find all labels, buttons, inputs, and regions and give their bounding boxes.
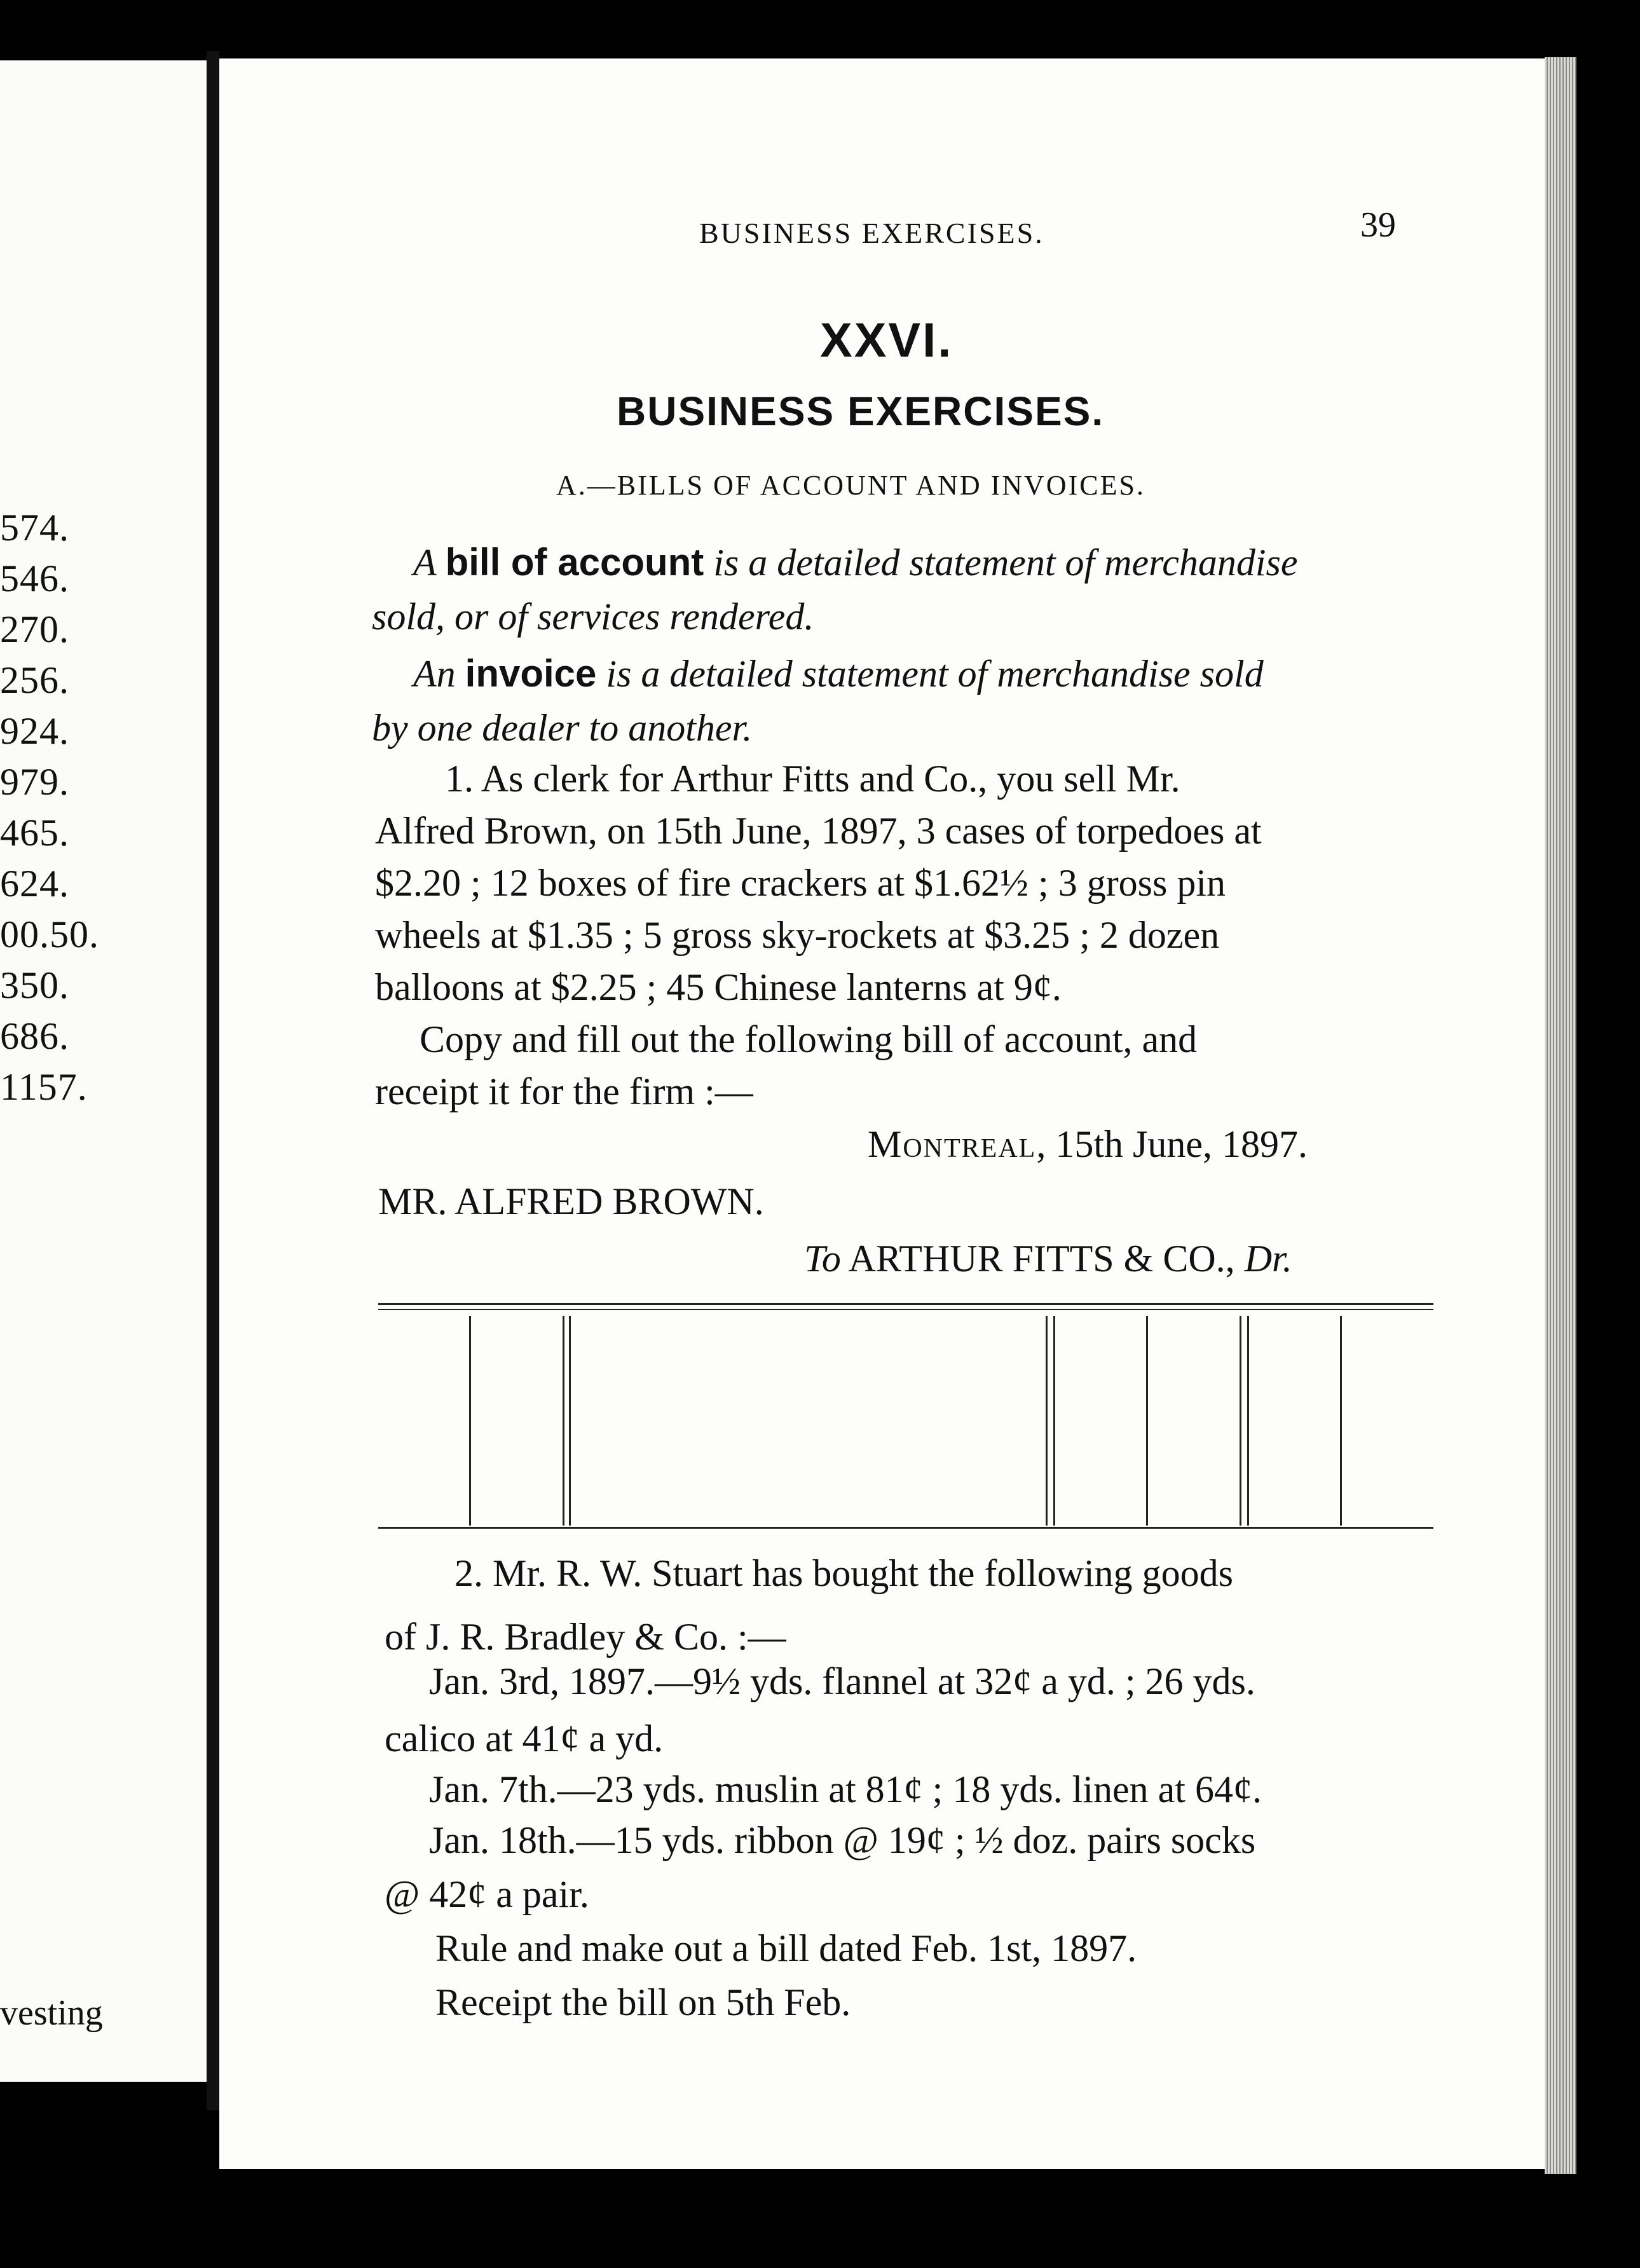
bill-form-column-rule	[1046, 1316, 1048, 1526]
exercise1-line: Alfred Brown, on 15th June, 1897, 3 cases of torpedoes at	[375, 810, 1262, 852]
left-page-number: 270.	[0, 608, 69, 650]
bill-place: Montreal	[868, 1123, 1037, 1165]
left-page-number: 465.	[0, 812, 69, 854]
bill-form-column-rule	[563, 1316, 564, 1526]
bill-form	[378, 1303, 1433, 1538]
exercise1-line: receipt it for the firm :—	[375, 1070, 753, 1112]
exercise1-line: wheels at $1.35 ; 5 gross sky-rockets at $3.25 ; 2 dozen	[375, 914, 1220, 956]
chapter-number: XXVI.	[820, 313, 953, 367]
left-page	[0, 60, 207, 2082]
bill-form-top-rule	[378, 1303, 1433, 1305]
bill-form-column-rule	[1240, 1316, 1241, 1526]
exercise2-line: of J. R. Bradley & Co. :—	[385, 1616, 786, 1658]
exercise1-line: Copy and fill out the following bill of account, and	[420, 1018, 1198, 1060]
exercise2-line: Jan. 7th.—23 yds. muslin at 81¢ ; 18 yds. linen at 64¢.	[429, 1768, 1262, 1810]
left-page-number: 546.	[0, 557, 69, 599]
running-head: BUSINESS EXERCISES.	[699, 217, 1044, 249]
left-page-number: 979.	[0, 761, 69, 803]
bill-form-column-rule	[569, 1316, 571, 1526]
chapter-title: BUSINESS EXERCISES.	[617, 388, 1105, 434]
bill-date: , 15th June, 1897.	[1036, 1123, 1308, 1165]
term-bill-of-account: bill of account	[445, 541, 704, 584]
book-gutter	[207, 51, 219, 2110]
definition-prefix: A	[413, 542, 446, 584]
exercise1-line: balloons at $2.25 ; 45 Chinese lanterns at 9¢.	[375, 966, 1062, 1008]
left-page-number: 924.	[0, 710, 69, 752]
left-page-number: 256.	[0, 659, 69, 701]
bill-form-column-rule	[1340, 1316, 1342, 1526]
bill-form-column-rule	[1146, 1316, 1148, 1526]
definition-bill	[413, 540, 1298, 585]
page-number: 39	[1360, 205, 1396, 245]
exercise2-line: Jan. 3rd, 1897.—9½ yds. flannel at 32¢ a yd. ; 26 yds.	[429, 1660, 1255, 1702]
bill-form-column-rule	[1247, 1316, 1249, 1526]
exercise1-line: $2.20 ; 12 boxes of fire crackers at $1.62½ ; 3 gross pin	[375, 862, 1226, 904]
bill-form-column-rule	[1053, 1316, 1055, 1526]
definition-bill-cont: sold, or of services rendered.	[372, 596, 814, 638]
bill-seller-prefix: To	[804, 1238, 841, 1280]
term-invoice: invoice	[465, 652, 597, 695]
left-page-fragment: vesting	[0, 1993, 103, 2033]
bill-seller-name: ARTHUR FITTS & CO.,	[840, 1238, 1245, 1280]
left-page-number: 00.50.	[0, 913, 99, 955]
left-page-number: 1157.	[0, 1066, 88, 1108]
bill-seller-suffix: Dr.	[1244, 1238, 1292, 1280]
exercise2-line: Receipt the bill on 5th Feb.	[435, 1981, 851, 2023]
bill-dateline	[868, 1122, 1308, 1166]
exercise2-line: 2. Mr. R. W. Stuart has bought the following goods	[454, 1552, 1234, 1594]
definition-text: is a detailed statement of merchandise	[704, 542, 1298, 584]
exercise2-line: @ 42¢ a pair.	[385, 1873, 589, 1915]
left-page-number: 686.	[0, 1015, 69, 1057]
left-page-number: 624.	[0, 863, 69, 905]
left-page-number: 350.	[0, 964, 69, 1006]
bill-buyer: MR. ALFRED BROWN.	[378, 1180, 764, 1222]
left-page-number: 574.	[0, 507, 69, 549]
bill-form-top-rule	[378, 1309, 1433, 1310]
bill-seller	[804, 1236, 1292, 1281]
definition-invoice-cont: by one dealer to another.	[372, 707, 753, 749]
page-edges	[1545, 57, 1576, 2174]
bill-form-bottom-rule	[378, 1527, 1433, 1529]
definition-prefix: An	[413, 653, 465, 695]
definition-text: is a detailed statement of merchandise sold	[596, 653, 1264, 695]
bill-form-column-rule	[469, 1316, 471, 1526]
section-heading: A.—BILLS OF ACCOUNT AND INVOICES.	[556, 470, 1145, 501]
exercise2-line: calico at 41¢ a yd.	[385, 1718, 664, 1759]
exercise2-line: Jan. 18th.—15 yds. ribbon @ 19¢ ; ½ doz. pairs socks	[429, 1819, 1256, 1861]
exercise1-line: 1. As clerk for Arthur Fitts and Co., you sell Mr.	[445, 758, 1180, 800]
definition-invoice	[413, 652, 1264, 696]
exercise2-line: Rule and make out a bill dated Feb. 1st, 1897.	[435, 1927, 1137, 1969]
